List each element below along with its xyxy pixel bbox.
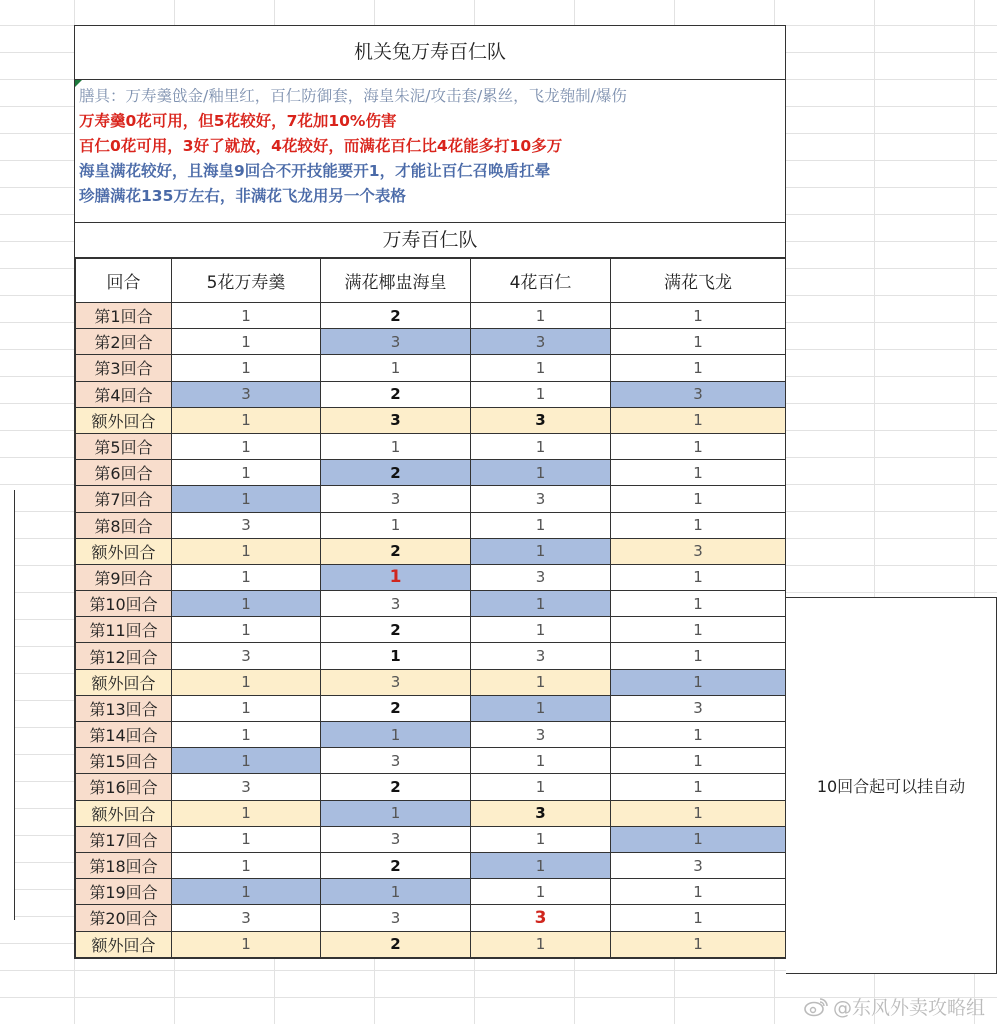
round-label: 第3回合: [76, 355, 172, 381]
skill-cell: 3: [321, 669, 471, 695]
skill-cell: 3: [471, 722, 611, 748]
skill-cell: 1: [172, 800, 321, 826]
skill-cell: 1: [471, 460, 611, 486]
skill-cell: 1: [611, 617, 786, 643]
skill-cell: 1: [611, 748, 786, 774]
round-label: 第9回合: [76, 564, 172, 590]
skill-cell: 1: [471, 669, 611, 695]
side-note-cell: [786, 597, 997, 974]
round-label: 第20回合: [76, 905, 172, 931]
watermark: [803, 993, 985, 1020]
skill-cell: 1: [321, 643, 471, 669]
skill-cell: 3: [321, 591, 471, 617]
skill-cell: 1: [611, 591, 786, 617]
skill-cell: 1: [611, 460, 786, 486]
table-row: [76, 564, 786, 590]
round-label: 第8回合: [76, 512, 172, 538]
skill-cell: 1: [321, 800, 471, 826]
skill-cell: 1: [611, 774, 786, 800]
round-label: 第10回合: [76, 591, 172, 617]
skill-cell: 1: [611, 355, 786, 381]
skill-cell: 3: [471, 800, 611, 826]
skill-cell: 3: [471, 329, 611, 355]
table-row: [76, 303, 786, 329]
skill-cell: 1: [471, 538, 611, 564]
skill-cell: 1: [172, 460, 321, 486]
round-label: 第4回合: [76, 381, 172, 407]
skill-cell: 1: [172, 486, 321, 512]
skill-cell: 1: [172, 669, 321, 695]
note-haihuang: 海皇满花较好，且海皇9回合不开技能要开1，才能让百仁召唤盾扛晕: [79, 162, 551, 180]
round-label: 额外回合: [76, 800, 172, 826]
sheet-title: 机关兔万寿百仁队: [75, 26, 785, 80]
table-row: [76, 591, 786, 617]
table-row: [76, 905, 786, 931]
table-row: [76, 329, 786, 355]
skill-cell: 3: [321, 826, 471, 852]
skill-cell: 3: [471, 643, 611, 669]
table-row: [76, 826, 786, 852]
round-label: 额外回合: [76, 931, 172, 957]
round-label: 第16回合: [76, 774, 172, 800]
skill-cell: 3: [172, 774, 321, 800]
skill-cell: 3: [172, 905, 321, 931]
header-row: [76, 259, 786, 303]
header-feilong: 满花飞龙: [611, 259, 786, 303]
skill-cell: 3: [611, 852, 786, 878]
skill-cell: 3: [172, 512, 321, 538]
skill-cell: 2: [321, 617, 471, 643]
table-row: [76, 460, 786, 486]
skill-cell: 3: [172, 381, 321, 407]
skill-cell: 1: [172, 538, 321, 564]
skill-cell: 1: [471, 931, 611, 957]
skill-cell: 1: [172, 303, 321, 329]
table-row: [76, 433, 786, 459]
skill-cell: 3: [611, 381, 786, 407]
skill-cell: 1: [172, 329, 321, 355]
skill-cell: 3: [321, 905, 471, 931]
round-label: 第6回合: [76, 460, 172, 486]
table-row: [76, 486, 786, 512]
skill-cell: 1: [172, 722, 321, 748]
header-haihuang: 满花椰盅海皇: [321, 259, 471, 303]
table-row: [76, 774, 786, 800]
table-row: [76, 800, 786, 826]
skill-cell: 1: [471, 303, 611, 329]
skill-cell: 1: [611, 433, 786, 459]
skill-cell: 1: [172, 617, 321, 643]
round-label: 第14回合: [76, 722, 172, 748]
note-equipment: 膳具：万寿羹戗金/釉里红，百仁防御套，海皇朱泥/攻击套/累丝，飞龙匏制/爆伤: [79, 87, 627, 105]
skill-cell: 2: [321, 381, 471, 407]
skill-cell: 1: [611, 564, 786, 590]
side-note-text: 10回合起可以挂自动: [816, 777, 966, 796]
round-label: 第15回合: [76, 748, 172, 774]
skill-cell: 1: [172, 879, 321, 905]
skill-cell: 3: [321, 748, 471, 774]
round-label: 第1回合: [76, 303, 172, 329]
table-row: [76, 669, 786, 695]
skill-cell: 1: [471, 512, 611, 538]
skill-cell: 1: [172, 748, 321, 774]
skill-cell: 1: [471, 852, 611, 878]
notes-block: [75, 80, 785, 223]
skill-cell: 1: [611, 512, 786, 538]
table-row: [76, 643, 786, 669]
round-label: 额外回合: [76, 538, 172, 564]
table-row: [76, 355, 786, 381]
round-label: 第18回合: [76, 852, 172, 878]
skill-cell: 3: [172, 643, 321, 669]
table-subtitle: 万寿百仁队: [75, 223, 785, 258]
header-round: 回合: [76, 259, 172, 303]
round-label: 第17回合: [76, 826, 172, 852]
table-row: [76, 381, 786, 407]
round-label: 额外回合: [76, 669, 172, 695]
round-label: 额外回合: [76, 407, 172, 433]
skill-cell: 2: [321, 460, 471, 486]
round-label: 第5回合: [76, 433, 172, 459]
skill-cell: 1: [172, 695, 321, 721]
skill-cell: 1: [471, 774, 611, 800]
skill-cell: 1: [611, 303, 786, 329]
table-row: [76, 695, 786, 721]
skill-cell: 1: [471, 355, 611, 381]
skill-cell: 1: [611, 931, 786, 957]
skill-cell: 3: [321, 329, 471, 355]
skill-cell: 3: [321, 407, 471, 433]
skill-cell: 3: [321, 486, 471, 512]
round-label: 第2回合: [76, 329, 172, 355]
skill-cell: 1: [611, 722, 786, 748]
skill-cell: 1: [611, 800, 786, 826]
note-wanshougeng: 万寿羹0花可用，但5花较好，7花加10%伤害: [79, 112, 397, 130]
skill-cell: 1: [611, 669, 786, 695]
round-label: 第12回合: [76, 643, 172, 669]
skill-cell: 1: [611, 329, 786, 355]
table-row: [76, 748, 786, 774]
skill-cell: 2: [321, 303, 471, 329]
table-row: [76, 879, 786, 905]
skill-cell: 1: [611, 407, 786, 433]
rotation-table: [75, 258, 786, 958]
round-label: 第19回合: [76, 879, 172, 905]
skill-cell: 1: [172, 852, 321, 878]
skill-cell: 3: [611, 538, 786, 564]
skill-cell: 1: [172, 591, 321, 617]
table-row: [76, 617, 786, 643]
skill-cell: 1: [471, 433, 611, 459]
skill-cell: 1: [172, 564, 321, 590]
skill-cell: 1: [471, 617, 611, 643]
skill-cell: 1: [321, 879, 471, 905]
table-row: [76, 852, 786, 878]
table-row: [76, 722, 786, 748]
skill-cell: 1: [471, 591, 611, 617]
skill-cell: 1: [471, 748, 611, 774]
skill-cell: 1: [172, 407, 321, 433]
skill-cell: 2: [321, 538, 471, 564]
skill-cell: 2: [321, 695, 471, 721]
skill-cell: 1: [172, 433, 321, 459]
skill-cell: 1: [611, 486, 786, 512]
round-label: 第11回合: [76, 617, 172, 643]
skill-cell: 1: [172, 355, 321, 381]
skill-cell: 1: [321, 564, 471, 590]
strategy-sheet: [74, 25, 786, 959]
header-wanshougeng: 5花万寿羹: [172, 259, 321, 303]
round-label: 第13回合: [76, 695, 172, 721]
skill-cell: 2: [321, 774, 471, 800]
table-row: [76, 407, 786, 433]
skill-cell: 2: [321, 931, 471, 957]
skill-cell: 1: [471, 695, 611, 721]
skill-cell: 1: [321, 355, 471, 381]
table-row: [76, 538, 786, 564]
left-column-edge: [0, 490, 15, 920]
skill-cell: 3: [471, 564, 611, 590]
skill-cell: 3: [471, 486, 611, 512]
skill-cell: 1: [471, 381, 611, 407]
skill-cell: 1: [172, 931, 321, 957]
note-bairen: 百仁0花可用，3好了就放，4花较好，而满花百仁比4花能多打10多万: [79, 137, 563, 155]
skill-cell: 1: [172, 826, 321, 852]
skill-cell: 3: [471, 905, 611, 931]
note-total: 珍膳满花135万左右，非满花飞龙用另一个表格: [79, 187, 406, 205]
watermark-text: @东风外卖攻略组: [832, 997, 985, 1019]
table-row: [76, 512, 786, 538]
skill-cell: 1: [471, 826, 611, 852]
skill-cell: 1: [321, 512, 471, 538]
skill-cell: 1: [611, 905, 786, 931]
skill-cell: 1: [321, 433, 471, 459]
skill-cell: 1: [321, 722, 471, 748]
skill-cell: 1: [611, 826, 786, 852]
skill-cell: 1: [611, 879, 786, 905]
round-label: 第7回合: [76, 486, 172, 512]
table-row: [76, 931, 786, 957]
skill-cell: 1: [471, 879, 611, 905]
weibo-icon: [803, 997, 829, 1017]
header-bairen: 4花百仁: [471, 259, 611, 303]
skill-cell: 1: [611, 643, 786, 669]
skill-cell: 3: [611, 695, 786, 721]
skill-cell: 3: [471, 407, 611, 433]
skill-cell: 2: [321, 852, 471, 878]
